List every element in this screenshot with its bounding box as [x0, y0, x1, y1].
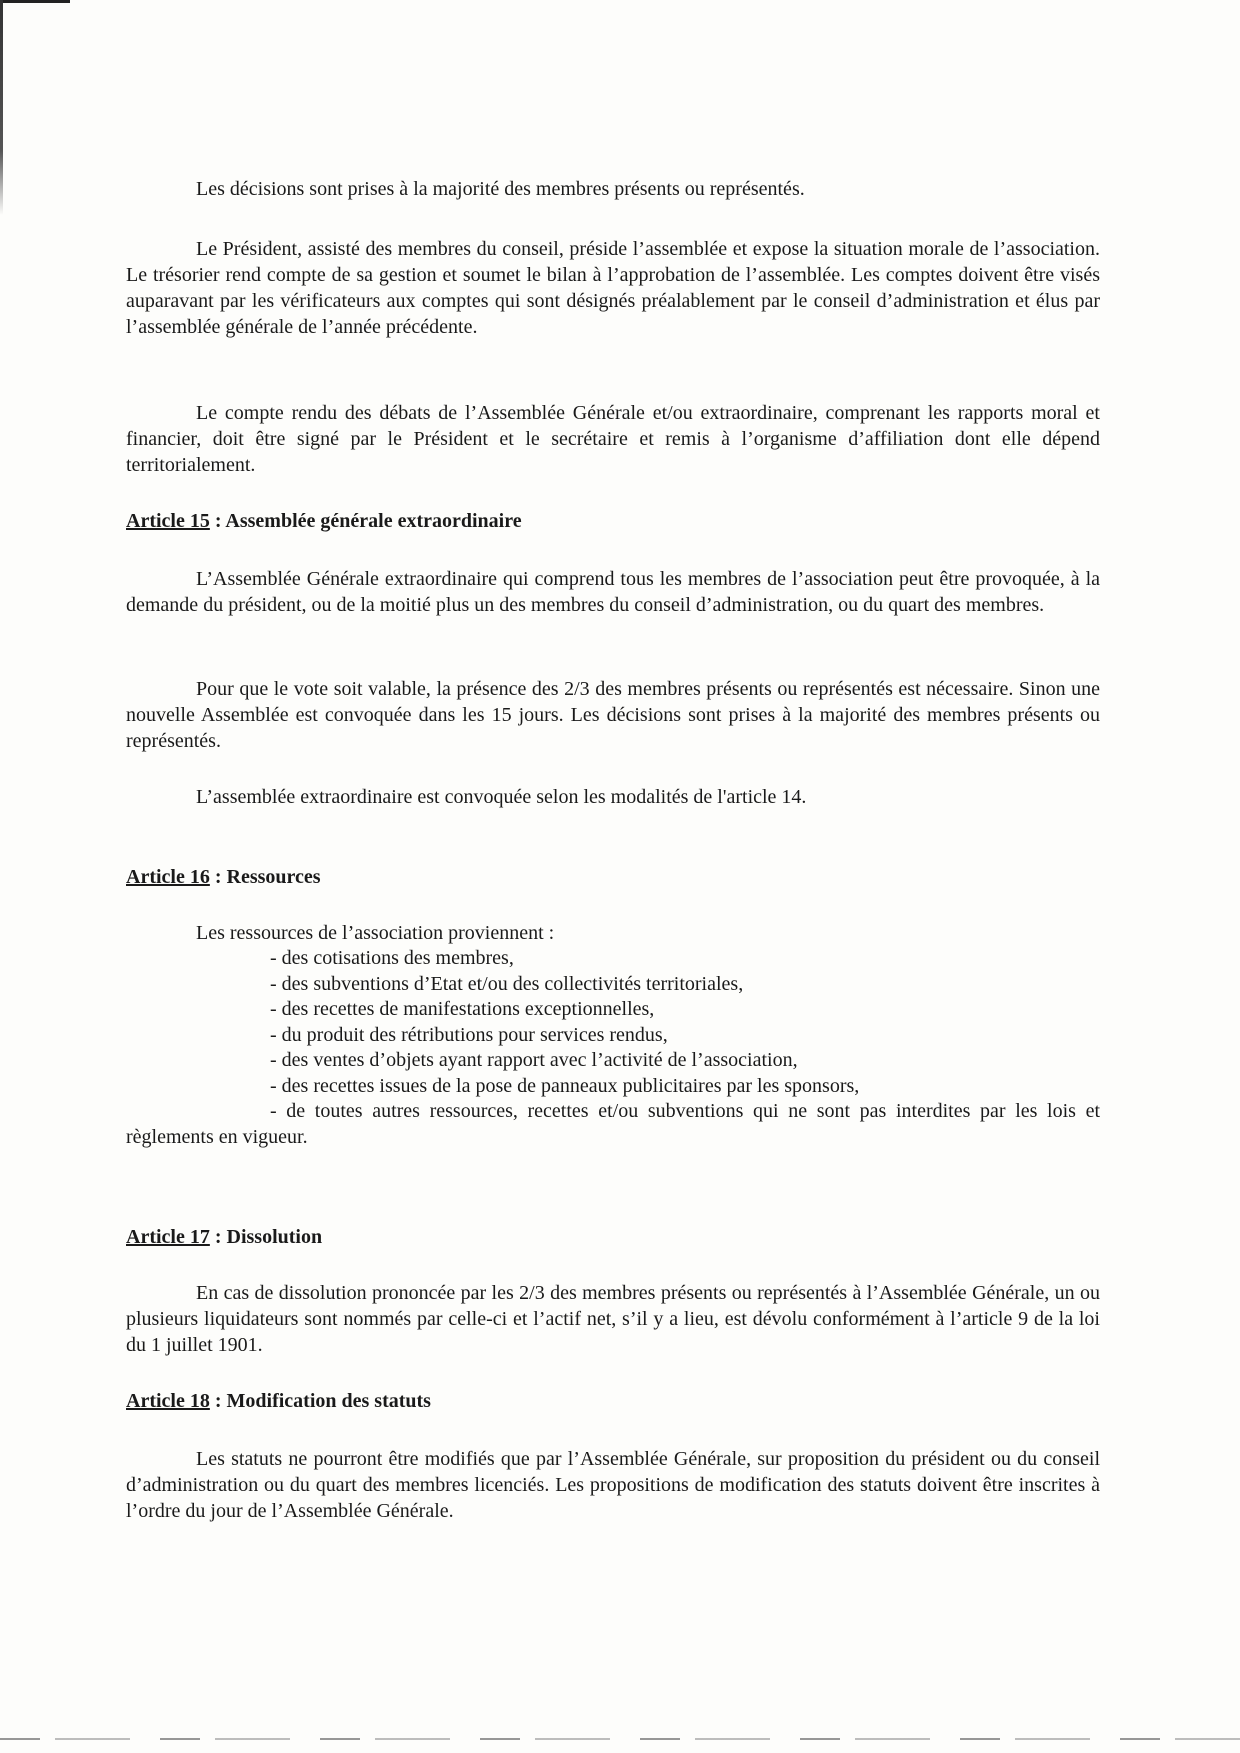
resources-intro: Les ressources de l’association proviennent :: [196, 922, 555, 944]
article17-title: : Dissolution: [209, 1226, 323, 1248]
list-item: - des subventions d’Etat et/ou des collectivités territoriales,: [270, 972, 744, 995]
article16-title: : Ressources: [209, 866, 321, 888]
paragraph: Le Président, assisté des membres du conseil, préside l’assemblée et expose la situation morale de l’association. Le trésorier rend compte de sa gestion et soumet le bilan à l’approbation de l’assemblée. Les comptes doivent être visés auparavant par les vérificateurs aux comptes qui sont désignés préalablement par le conseil d’administration et élus par l’assemblée générale de l’année précédente.: [126, 238, 1100, 338]
list-item: - des cotisations des membres,: [270, 947, 514, 969]
list-item: - des ventes d’objets ayant rapport avec l’activité de l’association,: [270, 1049, 798, 1071]
list-item: - du produit des rétributions pour services rendus,: [270, 1023, 668, 1046]
art14-compte-rendu: [126, 400, 1100, 478]
article15-p3: [126, 784, 1100, 810]
paragraph: Les décisions sont prises à la majorité des membres présents ou représentés.: [196, 178, 805, 200]
article15-p2: [126, 676, 1100, 754]
paragraph: Les statuts ne pourront être modifiés que par l’Assemblée Générale, sur proposition du président ou du conseil d’administration ou du quart des membres licenciés. Les propositions de modification des statuts doivent être inscrites à l’ordre du jour de l’Assemblée Générale.: [126, 1448, 1100, 1522]
paragraph: Le compte rendu des débats de l’Assemblée Générale et/ou extraordinaire, comprenant les rapports moral et financier, doit être signé par le Président et le secrétaire et remis à l’organisme d’affiliation dont elle dépend territorialement.: [126, 402, 1100, 476]
article16-heading: [126, 864, 1100, 890]
list-item: - des recettes de manifestations exceptionnelles,: [270, 998, 655, 1020]
article15-p1: [126, 566, 1100, 618]
art14-president: [126, 236, 1100, 340]
article16-label: Article 16: [126, 866, 210, 888]
article18-title: : Modification des statuts: [209, 1390, 431, 1412]
paragraph: Pour que le vote soit valable, la présence des 2/3 des membres présents ou représentés est nécessaire. Sinon une nouvelle Assemblée est convoquée dans les 15 jours. Les décisions sont prises à la majorité des membres présents ou représentés.: [126, 678, 1100, 752]
resources-list: [126, 946, 1100, 1150]
article17-body: [126, 1280, 1100, 1358]
art14-decisions: [126, 176, 1100, 202]
article17-heading: [126, 1224, 1100, 1250]
list-item: - des recettes issues de la pose de panneaux publicitaires par les sponsors,: [270, 1074, 860, 1097]
article15-heading: [126, 508, 1100, 534]
scan-artifact-left: [0, 0, 3, 215]
article16-body: [126, 920, 1100, 1150]
paragraph: En cas de dissolution prononcée par les 2/3 des membres présents ou représentés à l’Assemblée Générale, un ou plusieurs liquidateurs sont nommés par celle-ci et l’actif net, s’il y a lieu, est dévolu conformément à l’article 9 de la loi du 1 juillet 1901.: [126, 1282, 1100, 1356]
article18-body: [126, 1446, 1100, 1524]
article18-heading: [126, 1388, 1100, 1414]
paragraph: L’Assemblée Générale extraordinaire qui comprend tous les membres de l’association peut être provoquée, à la demande du président, ou de la moitié plus un des membres du conseil d’administration, ou du quart des membres.: [126, 568, 1100, 616]
scan-artifact-bottom: [0, 1738, 1240, 1740]
paragraph: L’assemblée extraordinaire est convoquée selon les modalités de l'article 14.: [196, 786, 807, 808]
article15-title: : Assemblée générale extraordinaire: [209, 510, 522, 532]
article17-label: Article 17: [126, 1226, 210, 1248]
article15-label: Article 15: [126, 510, 210, 532]
scan-artifact-top: [0, 0, 70, 3]
article18-label: Article 18: [126, 1390, 210, 1412]
list-item: - de toutes autres ressources, recettes et/ou subventions qui ne sont pas interdites par les lois et règlements en vigueur.: [126, 1100, 1100, 1148]
